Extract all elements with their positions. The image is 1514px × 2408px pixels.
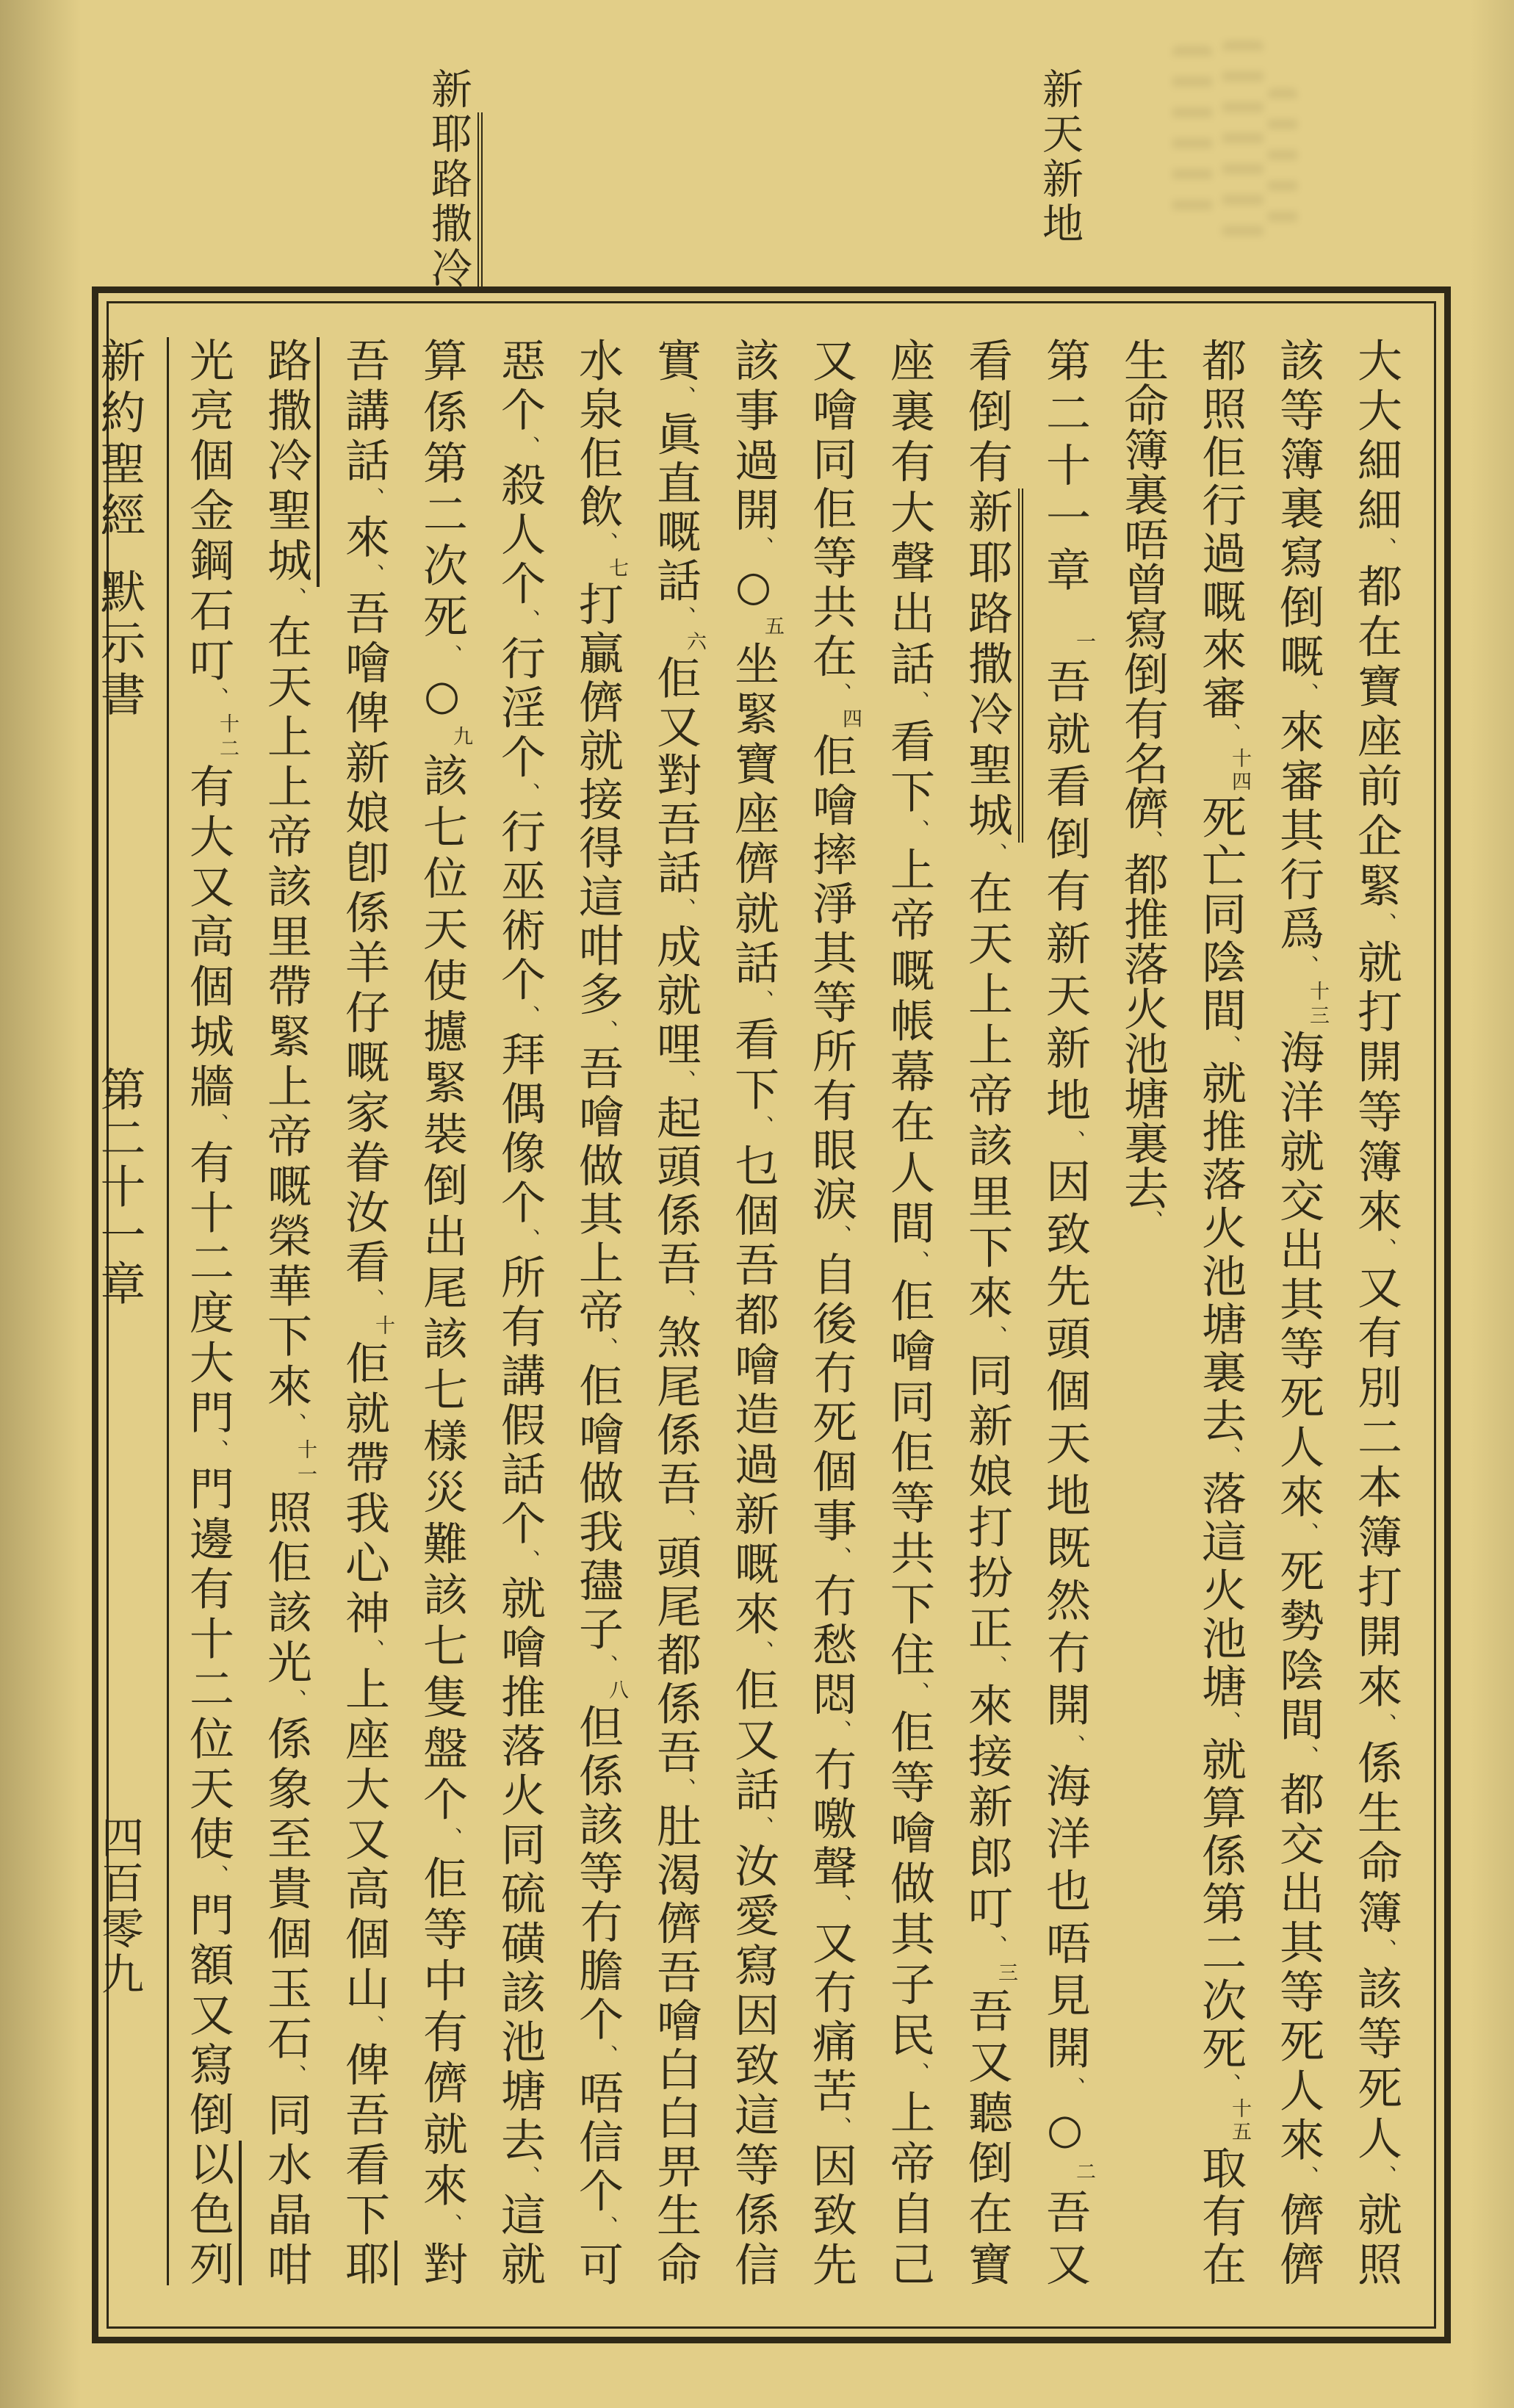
verse-number: 七 <box>605 557 628 581</box>
chapter-heading: 第二十一章 <box>1039 337 1091 599</box>
verse-number: 十五 <box>1228 2097 1251 2145</box>
verse-number: 十一 <box>294 1438 317 1489</box>
proper-name: 以色列 <box>182 2141 242 2285</box>
book-title: 新約聖經 <box>93 337 146 543</box>
text-columns <box>169 337 1415 2285</box>
text-column-6: 看倒有新耶路撒冷聖城、在天上上帝該里下來、同新娘打扮正、來接新郎叮、三吾又聽倒在寶 <box>948 337 1025 2285</box>
scan-edge-shadow <box>1470 0 1514 2408</box>
text-column-15: 路撒冷聖城、在天上上帝該里帶緊上帝嘅榮華下來、十一照佢該光、係象至貴個玉石、同水晶咁 <box>247 337 325 2285</box>
chapter-label: 第二十一章 <box>93 1066 146 1308</box>
verse-number: 三 <box>995 1962 1017 1988</box>
verse-number: 八 <box>605 1679 628 1704</box>
text-column-9: 該事過開、○五坐緊寶座儕就話、看下、乜個吾都噲造過新嘅來、佢又話、汝愛寫因致這等係信 <box>727 337 784 2286</box>
text-column-5: 第二十一章一吾就看倒有新天新地、因致先頭個天地既然冇開、海洋也唔見開、○二吾又 <box>1039 337 1095 2286</box>
verse-number: 六 <box>683 630 706 655</box>
frame-inner <box>93 301 1436 2329</box>
running-head-new-heaven-new-earth: 新天新地 <box>1036 68 1084 247</box>
verse-number: 五 <box>761 616 784 641</box>
text-column-11: 水泉佢飲、七打贏儕就接得這咁多、吾噲做其上帝、佢噲做我孻子、八但係該等冇膽个、唔信个、可 <box>572 337 628 2286</box>
page-number: 四百零九 <box>94 1815 144 1997</box>
title-column <box>83 337 169 2285</box>
proper-name: 路撒冷聖城 <box>260 337 320 587</box>
text-column-1: 大大細細、都在寶座前企緊、就打開等簿來、又有別二本簿打開來、係生命簿、該等死人、就照 <box>1350 337 1402 2286</box>
text-column-14: 吾講話、來、吾噲俾新娘卽係羊仔嘅家眷汝看、十佢就帶我心神、上座大又高個山、俾吾看下耶 <box>325 337 403 2285</box>
text-column-7: 座裏有大聲出話、看下、上帝嘅帳幕在人間、佢噲同佢等共下住、佢等噲做其子民、上帝自己 <box>883 337 935 2286</box>
text-column-8: 又噲同佢等共在、四佢噲摔淨其等所有眼淚、自後冇死個事、冇愁悶、冇噭聲、又冇痛苦、因致先 <box>805 337 862 2286</box>
verse-number: 四 <box>839 707 862 732</box>
verse-number: 十 <box>372 1314 394 1340</box>
text-column-16: 光亮個金鋼石叮、十二有大又高個城牆、有十二度大門、門邊有十二位天使、門額又寫倒以色列 <box>169 337 247 2285</box>
text-column-12: 惡个、殺人个、行淫个、行巫術个、拜偶像个、所有講假話个、就噲推落火同硫磺該池塘去、這就 <box>494 337 546 2286</box>
verse-number: 二 <box>1073 2160 1095 2189</box>
page-frame <box>92 286 1451 2343</box>
verse-number: 十二 <box>216 713 239 763</box>
running-head-new-jerusalem <box>419 68 477 292</box>
verse-number: 十三 <box>1306 980 1329 1029</box>
ink-bleed-ghost <box>1268 88 1297 242</box>
verse-number: 一 <box>1073 631 1095 659</box>
verse-number: 九 <box>450 726 472 753</box>
proper-name-mark: 耶路撒冷 <box>425 112 483 292</box>
text-column-10: 實、眞直嘅話、六佢又對吾話、成就哩、起頭係吾、煞尾係吾、頭尾都係吾、肚渴儕吾噲白白畀生命 <box>649 337 706 2286</box>
text-column-2: 該等簿裏寫倒嘅、來審其行爲、十三海洋就交出其等死人來、死勢陰間、都交出其等死人來、儕儕 <box>1272 337 1329 2286</box>
running-head-prefix: 新 <box>425 68 472 112</box>
verse-number: 十四 <box>1228 747 1251 794</box>
text-column-4: 生命簿裏唔曾寫倒有名儕、都推落火池塘裏去、 <box>1117 337 1169 1231</box>
scan-gutter-shadow <box>0 0 81 2408</box>
ink-bleed-ghost <box>1172 46 1212 229</box>
text-column-3: 都照佢行過嘅來審、十四死亡同陰間、就推落火池塘裏去、落這火池塘、就算係第二次死、十五取有在 <box>1194 337 1251 2286</box>
section-title: 默示書 <box>93 568 146 722</box>
ink-bleed-ghost <box>1222 40 1264 253</box>
text-column-13: 算係第二次死、○九該七位天使攄緊裝倒出尾該七樣災難該七隻盤个、佢等中有儕就來、對 <box>416 337 472 2286</box>
proper-name: 新耶路撒冷聖城 <box>961 489 1023 843</box>
proper-name: 耶 <box>338 2241 397 2285</box>
